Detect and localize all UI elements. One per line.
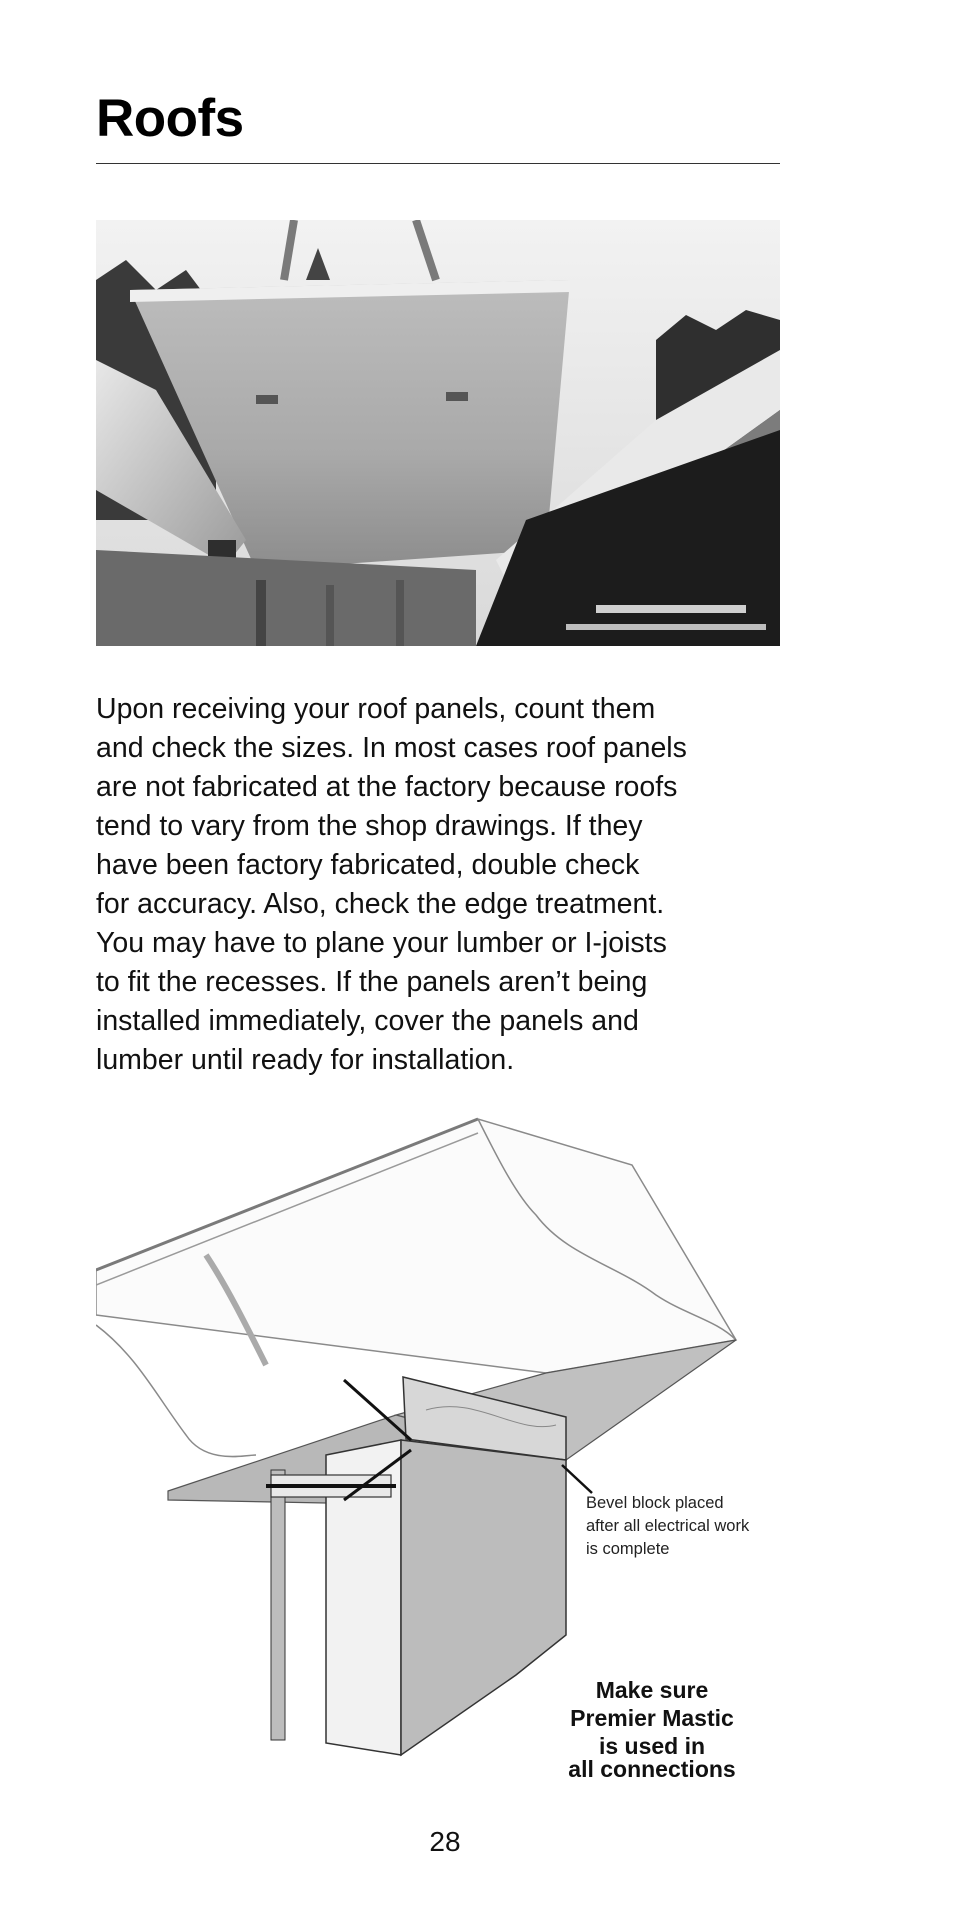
mastic-callout-line-2: Premier Mastic (570, 1705, 734, 1731)
bevel-callout-line-3: is complete (586, 1540, 670, 1558)
page-number: 28 (429, 1826, 461, 1857)
mastic-callout-line-4: all connections (568, 1756, 736, 1780)
mastic-callout-line-1: Make sure (595, 1677, 709, 1703)
roof-panel-photo (96, 220, 780, 646)
bevel-callout-line-2: after all electrical work (586, 1517, 750, 1535)
page-title: Roofs (96, 89, 244, 148)
body-paragraph: Upon receiving your roof panels, count them and check the sizes. In most cases roof panels are not fabricated at the factory because roofs tend to vary from the shop drawings. If they have been factory fabricated, double check for accuracy. Also, check the edge treatment. You may have to plane your lumber or I-joists to fit the recesses. If the panels aren’t being installed immediately, cover the panels and lumber until ready for installation. (96, 693, 687, 1076)
bevel-callout-line-1: Bevel block placed (586, 1494, 724, 1512)
title-divider (96, 163, 780, 164)
roof-connection-diagram (96, 1115, 776, 1780)
mastic-callout-line-3: is used in (598, 1733, 706, 1759)
